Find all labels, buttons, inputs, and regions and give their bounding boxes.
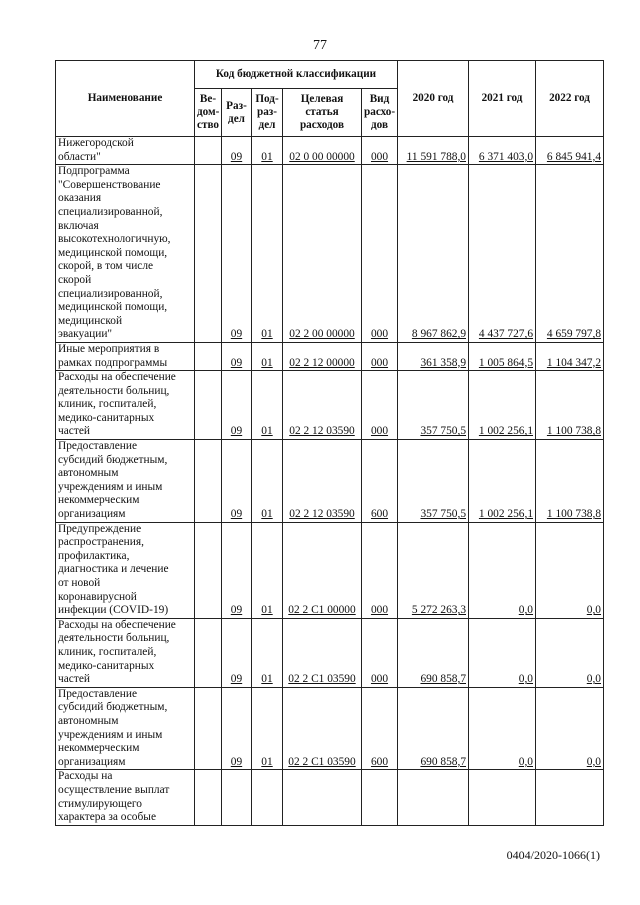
name-line: автономным	[58, 467, 119, 480]
name-line: специализированной,	[58, 205, 163, 218]
name-line: оказания	[58, 192, 102, 205]
cell-2022: 0,0	[536, 522, 604, 618]
table-row	[56, 165, 604, 343]
cell-vid-rashodov: 600	[362, 687, 398, 770]
cell-2021: 0,0	[469, 522, 536, 618]
header-code-group: Код бюджетной классификации	[195, 61, 398, 89]
cell-name	[56, 770, 195, 825]
cell-name	[56, 618, 195, 687]
cell-name	[56, 440, 195, 523]
cell-2021	[469, 770, 536, 825]
cell-2020: 11 591 788,0	[398, 137, 469, 165]
cell-celevaya-statya: 02 2 C1 00000	[283, 522, 362, 618]
table-row	[56, 770, 604, 825]
cell-2020: 357 750,5	[398, 371, 469, 440]
name-line: медицинской помощи,	[58, 301, 168, 314]
cell-podrazdel: 01	[252, 165, 283, 343]
cell-vid-rashodov: 000	[362, 342, 398, 370]
name-line: субсидий бюджетным,	[58, 453, 168, 466]
cell-2020: 690 858,7	[398, 687, 469, 770]
cell-podrazdel: 01	[252, 440, 283, 523]
cell-vedomstvo	[195, 342, 222, 370]
name-line: деятельности больниц,	[58, 632, 170, 645]
cell-vedomstvo	[195, 137, 222, 165]
cell-2022: 0,0	[536, 687, 604, 770]
cell-vid-rashodov: 000	[362, 522, 398, 618]
cell-vid-rashodov: 000	[362, 618, 398, 687]
name-line: Предоставление	[58, 687, 138, 700]
cell-2021: 1 005 864,5	[469, 342, 536, 370]
cell-razdel	[222, 770, 252, 825]
header-year-2021: 2021 год	[469, 61, 536, 137]
cell-2020: 5 272 263,3	[398, 522, 469, 618]
name-line: учреждениям и иным	[58, 480, 163, 493]
cell-name	[56, 342, 195, 370]
cell-2020: 8 967 862,9	[398, 165, 469, 343]
cell-2022: 1 100 738,8	[536, 440, 604, 523]
name-line: Расходы на обеспечение	[58, 618, 176, 631]
name-line: эвакуации"	[58, 328, 113, 341]
cell-celevaya-statya	[283, 770, 362, 825]
name-line: рамках подпрограммы	[58, 356, 168, 369]
table-row	[56, 137, 604, 165]
name-line: субсидий бюджетным,	[58, 701, 168, 714]
name-line: медицинской	[58, 314, 123, 327]
name-line: от новой	[58, 577, 101, 589]
cell-razdel: 09	[222, 342, 252, 370]
cell-2021: 1 002 256,1	[469, 440, 536, 523]
name-line: организациям	[58, 508, 126, 521]
cell-podrazdel: 01	[252, 618, 283, 687]
cell-razdel: 09	[222, 618, 252, 687]
name-line: коронавирусной	[58, 590, 137, 603]
cell-celevaya-statya: 02 2 12 00000	[283, 342, 362, 370]
cell-podrazdel: 01	[252, 371, 283, 440]
name-line: частей	[58, 673, 90, 686]
name-line: медико-санитарных	[58, 659, 155, 672]
name-line: деятельности больниц,	[58, 384, 170, 397]
budget-table	[55, 60, 604, 826]
cell-vid-rashodov: 000	[362, 371, 398, 440]
cell-podrazdel: 01	[252, 137, 283, 165]
name-line: частей	[58, 425, 90, 438]
name-line: характера за особые	[58, 811, 157, 824]
name-line: клиник, госпиталей,	[58, 645, 157, 658]
cell-name	[56, 371, 195, 440]
cell-2022: 1 104 347,2	[536, 342, 604, 370]
header-vedomstvo: Ве-дом-ство	[195, 89, 222, 137]
document-code: 0404/2020-1066(1)	[506, 848, 600, 862]
cell-2020: 361 358,9	[398, 342, 469, 370]
name-line: диагностика и лечение	[58, 563, 169, 576]
cell-vid-rashodov: 000	[362, 165, 398, 343]
name-line: высокотехнологичную,	[58, 233, 171, 246]
cell-name	[56, 165, 195, 343]
cell-2021: 0,0	[469, 618, 536, 687]
cell-name	[56, 137, 195, 165]
name-line: некоммерческим	[58, 494, 140, 507]
page-number: 77	[313, 38, 327, 53]
name-line: стимулирующего	[58, 797, 142, 810]
name-line: Расходы на обеспечение	[58, 371, 176, 384]
cell-podrazdel: 01	[252, 687, 283, 770]
cell-podrazdel: 01	[252, 522, 283, 618]
cell-2022	[536, 770, 604, 825]
name-line: "Совершенствование	[58, 178, 161, 191]
cell-razdel: 09	[222, 440, 252, 523]
table-row	[56, 342, 604, 370]
cell-vedomstvo	[195, 371, 222, 440]
cell-razdel: 09	[222, 687, 252, 770]
cell-razdel: 09	[222, 137, 252, 165]
cell-name	[56, 522, 195, 618]
name-line: профилактика,	[58, 549, 130, 562]
header-year-2022: 2022 год	[536, 61, 604, 137]
name-line: медико-санитарных	[58, 411, 155, 424]
cell-vid-rashodov: 000	[362, 137, 398, 165]
name-line: включая	[58, 219, 99, 232]
table-row	[56, 371, 604, 440]
cell-2022: 4 659 797,8	[536, 165, 604, 343]
name-line: Предоставление	[58, 440, 138, 453]
cell-vid-rashodov	[362, 770, 398, 825]
cell-vedomstvo	[195, 165, 222, 343]
cell-razdel: 09	[222, 371, 252, 440]
cell-2021: 4 437 727,6	[469, 165, 536, 343]
cell-2021: 6 371 403,0	[469, 137, 536, 165]
table-row	[56, 440, 604, 523]
name-line: медицинской помощи,	[58, 246, 168, 259]
cell-2022: 6 845 941,4	[536, 137, 604, 165]
cell-2020: 357 750,5	[398, 440, 469, 523]
cell-vedomstvo	[195, 618, 222, 687]
name-line: распространения,	[58, 536, 144, 549]
cell-razdel: 09	[222, 165, 252, 343]
cell-podrazdel: 01	[252, 342, 283, 370]
cell-celevaya-statya: 02 2 12 03590	[283, 371, 362, 440]
name-line: автономным	[58, 714, 119, 727]
table-row	[56, 522, 604, 618]
cell-vedomstvo	[195, 440, 222, 523]
name-line: осуществление выплат	[58, 783, 170, 796]
cell-vedomstvo	[195, 522, 222, 618]
cell-2022: 1 100 738,8	[536, 371, 604, 440]
name-line: некоммерческим	[58, 742, 140, 755]
cell-celevaya-statya: 02 2 12 03590	[283, 440, 362, 523]
name-line: скорой, в том числе	[58, 260, 154, 273]
cell-celevaya-statya: 02 2 C1 03590	[283, 687, 362, 770]
name-line: Предупреждение	[58, 522, 142, 535]
cell-2021: 1 002 256,1	[469, 371, 536, 440]
header-vid-rashodov: Вид расхо-дов	[362, 89, 398, 137]
cell-2022: 0,0	[536, 618, 604, 687]
name-line: Подпрограмма	[58, 165, 130, 178]
name-line: Расходы на	[58, 770, 113, 783]
header-podrazdel: Под-раз-дел	[252, 89, 283, 137]
header-razdel: Раз-дел	[222, 89, 252, 137]
cell-celevaya-statya: 02 2 C1 03590	[283, 618, 362, 687]
name-line: области"	[58, 150, 101, 163]
name-line: Нижегородской	[58, 137, 134, 149]
cell-2020	[398, 770, 469, 825]
cell-podrazdel	[252, 770, 283, 825]
header-name: Наименование	[56, 61, 195, 137]
cell-celevaya-statya: 02 0 00 00000	[283, 137, 362, 165]
name-line: скорой	[58, 273, 92, 286]
cell-vedomstvo	[195, 770, 222, 825]
name-line: инфекции (COVID-19)	[58, 604, 169, 617]
cell-2020: 690 858,7	[398, 618, 469, 687]
name-line: учреждениям и иным	[58, 728, 163, 741]
cell-vid-rashodov: 600	[362, 440, 398, 523]
table-row	[56, 687, 604, 770]
cell-razdel: 09	[222, 522, 252, 618]
header-year-2020: 2020 год	[398, 61, 469, 137]
header-celevaya-statya: Целевая статья расходов	[283, 89, 362, 137]
cell-celevaya-statya: 02 2 00 00000	[283, 165, 362, 343]
budget-table-body	[56, 137, 604, 826]
cell-2021: 0,0	[469, 687, 536, 770]
name-line: Иные мероприятия в	[58, 342, 160, 355]
cell-vedomstvo	[195, 687, 222, 770]
name-line: клиник, госпиталей,	[58, 398, 157, 411]
name-line: организациям	[58, 755, 126, 768]
name-line: специализированной,	[58, 287, 163, 300]
cell-name	[56, 687, 195, 770]
table-row	[56, 618, 604, 687]
